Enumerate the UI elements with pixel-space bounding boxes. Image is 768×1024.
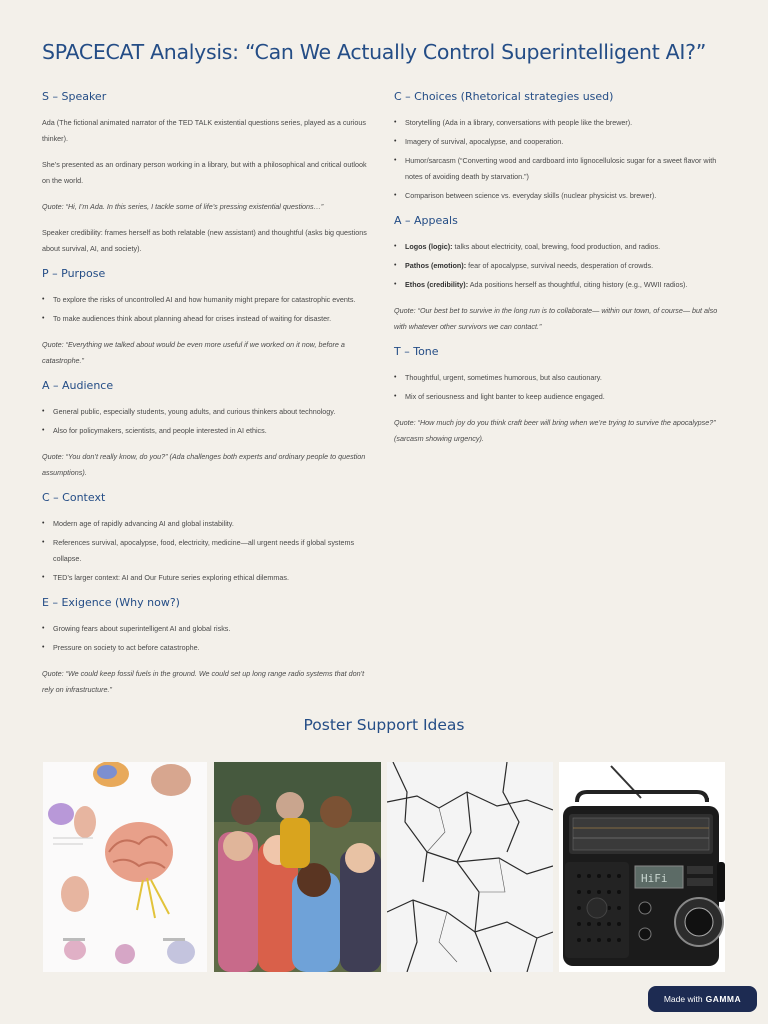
gamma-logo-text: GAMMA [705, 994, 742, 1004]
exigence-heading: E – Exigence (Why now?) [42, 596, 180, 609]
made-with-gamma-badge[interactable] [648, 986, 757, 1012]
section-purpose [42, 267, 374, 369]
appeals-list [394, 239, 728, 293]
speaker-paragraph: Ada (The fictional animated narrator of the TED TALK existential questions series, played as a curious thinker). [42, 118, 367, 143]
appeals-quote: Quote: “Our best bet to survive in the long run is to collaborate— within our town, of course— but also with whatever other survivors we can contact.” [394, 306, 718, 331]
list-item [394, 277, 728, 293]
choices-heading: C – Choices (Rhetorical strategies used) [394, 90, 614, 103]
exigence-list [42, 621, 374, 656]
appeal-text: fear of apocalypse, survival needs, desperation of crowds. [466, 261, 654, 270]
appeal-label: Pathos (emotion): [405, 261, 467, 270]
speaker-heading: S – Speaker [42, 90, 107, 103]
speaker-quote: Quote: “Hi, I’m Ada. In this series, I tackle some of life’s pressing existential questions…” [42, 202, 324, 211]
poster-heading: Poster Support Ideas [303, 716, 465, 734]
crowd-photo [214, 762, 381, 972]
audience-list [42, 404, 374, 439]
section-choices [394, 90, 728, 204]
appeal-text: Ada positions herself as thoughtful, citing history (e.g., WWII radios). [468, 280, 688, 289]
speaker-paragraph: She’s presented as an ordinary person working in a library, but with a philosophical and critical outlook on the world. [42, 160, 367, 185]
people-group-icon [214, 762, 381, 972]
list-item: • TED’s larger context: AI and Our Future series exploring ethical dilemmas. [42, 570, 374, 586]
context-list [42, 516, 374, 586]
tone-quote: Quote: “How much joy do you think craft beer will bring when we’re trying to survive the apocalypse?” (sarcasm showing urgency). [394, 418, 716, 443]
list-item [394, 258, 728, 274]
section-exigence [42, 596, 374, 698]
tone-list [394, 370, 728, 405]
choices-list [394, 115, 728, 204]
audience-heading: A – Audience [42, 379, 114, 392]
purpose-list [42, 292, 374, 327]
radio-display-text: HiFi [641, 872, 668, 885]
list-item: • References survival, apocalypse, food, electricity, medicine—all urgent needs if global systems collapse. [42, 535, 374, 567]
list-item: • Thoughtful, urgent, sometimes humorous, but also cautionary. [394, 370, 728, 386]
list-item: • Imagery of survival, apocalypse, and cooperation. [394, 134, 728, 150]
cracked-glass-icon [387, 762, 553, 972]
section-tone [394, 345, 728, 447]
list-item: • Pressure on society to act before catastrophe. [42, 640, 374, 656]
purpose-heading: P – Purpose [42, 267, 106, 280]
right-column [394, 90, 728, 457]
appeal-text: talks about electricity, coal, brewing, food production, and radios. [452, 242, 661, 251]
section-speaker [42, 90, 374, 257]
radio-image [559, 762, 725, 972]
audience-quote: Quote: “You don’t really know, do you?” (Ada challenges both experts and ordinary people to question assumptions). [42, 452, 366, 477]
list-item: • Mix of seriousness and light banter to keep audience engaged. [394, 389, 728, 405]
section-appeals [394, 214, 728, 335]
brain-anatomy-icon [43, 762, 207, 972]
list-item: • Modern age of rapidly advancing AI and global instability. [42, 516, 374, 532]
appeal-label: Logos (logic): [405, 242, 453, 251]
section-audience [42, 379, 374, 481]
context-heading: C – Context [42, 491, 106, 504]
appeal-label: Ethos (credibility): [405, 280, 469, 289]
brain-anatomy-image [43, 762, 207, 972]
list-item: • Also for policymakers, scientists, and people interested in AI ethics. [42, 423, 374, 439]
badge-prefix: Made with [663, 994, 703, 1004]
speaker-paragraph: Speaker credibility: frames herself as both relatable (new assistant) and thoughtful (asks big questions about survival, AI, and society). [42, 228, 367, 253]
exigence-quote: Quote: “We could keep fossil fuels in the ground. We could set up long range radio systems that don’t rely on infrastructure.” [42, 669, 365, 694]
purpose-quote: Quote: “Everything we talked about would be even more useful if we worked on it now, before a catastrophe.” [42, 340, 345, 365]
tone-heading: T – Tone [394, 345, 439, 358]
appeals-heading: A – Appeals [394, 214, 458, 227]
list-item: • To explore the risks of uncontrolled AI and how humanity might prepare for catastrophic events. [42, 292, 374, 308]
radio-icon [559, 762, 725, 972]
list-item: • Storytelling (Ada in a library, conversations with people like the brewer). [394, 115, 728, 131]
page-title: SPACECAT Analysis: “Can We Actually Control Superintelligent AI?” [42, 40, 707, 64]
section-context [42, 491, 374, 586]
shattered-glass-image [387, 762, 553, 972]
list-item: • General public, especially students, young adults, and curious thinkers about technology. [42, 404, 374, 420]
list-item: • To make audiences think about planning ahead for crises instead of waiting for disaster. [42, 311, 374, 327]
list-item: • Humor/sarcasm (“Converting wood and cardboard into lignocellulosic sugar for a sweet flavor with notes of avoiding death by starvation.”) [394, 153, 728, 185]
list-item: • Growing fears about superintelligent AI and global risks. [42, 621, 374, 637]
list-item: • Comparison between science vs. everyday skills (nuclear physicist vs. brewer). [394, 188, 728, 204]
list-item [394, 239, 728, 255]
left-column [42, 90, 374, 708]
